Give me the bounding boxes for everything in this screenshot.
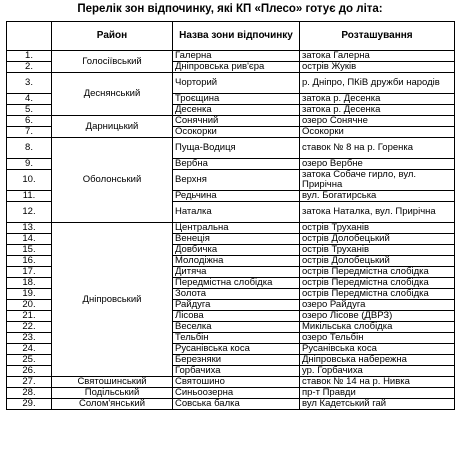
zone-name: Сонячний [173,116,300,127]
table-header-row [7,22,455,51]
zone-location: острів Передмістна слобідка [300,289,455,300]
zone-name: Дніпровська рив'єра [173,62,300,73]
zone-location: затока Наталка, вул. Прирічна [300,202,455,223]
table-row [7,116,455,127]
row-number: 7. [7,127,52,138]
district-cell: Святошинський [52,377,173,388]
row-number: 9. [7,159,52,170]
zone-name: Наталка [173,202,300,223]
zone-location: озеро Лісове (ДВРЗ) [300,311,455,322]
zone-location: затока р. Десенка [300,94,455,105]
district-cell: Оболонський [52,138,173,223]
zone-name: Десенка [173,105,300,116]
zone-location: острів Долобецький [300,234,455,245]
zone-name: Довбичка [173,245,300,256]
row-number: 16. [7,256,52,267]
zone-name: Золота [173,289,300,300]
district-cell: Подільський [52,388,173,399]
row-number: 10. [7,170,52,191]
district-cell: Солом'янський [52,399,173,410]
zone-location: ставок № 14 на р. Нивка [300,377,455,388]
zone-location: острів Труханів [300,245,455,256]
district-cell: Голосіївський [52,51,173,73]
row-number: 20. [7,300,52,311]
row-number: 22. [7,322,52,333]
row-number: 18. [7,278,52,289]
zone-name: Пуща-Водиця [173,138,300,159]
row-number: 5. [7,105,52,116]
zone-name: Венеція [173,234,300,245]
row-number: 17. [7,267,52,278]
zone-location: озеро Райдуга [300,300,455,311]
table-body [7,51,455,410]
zone-location: озеро Вербне [300,159,455,170]
zone-location: озеро Сонячне [300,116,455,127]
zone-name: Вербна [173,159,300,170]
zone-name: Синьоозерна [173,388,300,399]
table-row [7,223,455,234]
zone-name: Святошино [173,377,300,388]
table-row [7,388,455,399]
district-cell: Дніпровський [52,223,173,377]
zone-name: Верхня [173,170,300,191]
zone-name: Дитяча [173,267,300,278]
zone-location: пр-т Правди [300,388,455,399]
zone-name: Троєщина [173,94,300,105]
row-number: 4. [7,94,52,105]
table-row [7,138,455,159]
header-district: Район [52,22,173,51]
row-number: 6. [7,116,52,127]
row-number: 1. [7,51,52,62]
header-location: Розташування [300,22,455,51]
zone-location: Русанівська коса [300,344,455,355]
zone-location: Осокорки [300,127,455,138]
row-number: 28. [7,388,52,399]
table-row [7,399,455,410]
row-number: 8. [7,138,52,159]
row-number: 2. [7,62,52,73]
zone-location: острів Передмістна слобідка [300,267,455,278]
table-row [7,73,455,94]
zone-name: Райдуга [173,300,300,311]
zone-name: Совська балка [173,399,300,410]
zone-location: Микільська слобідка [300,322,455,333]
zone-name: Центральна [173,223,300,234]
header-num [7,22,52,51]
zone-location: р. Дніпро, ПКіВ дружби народів [300,73,455,94]
zone-name: Лісова [173,311,300,322]
row-number: 12. [7,202,52,223]
zone-name: Чорторий [173,73,300,94]
zone-location: затока р. Десенка [300,105,455,116]
zone-name: Тельбін [173,333,300,344]
zone-name: Молодіжна [173,256,300,267]
zone-name: Горбачиха [173,366,300,377]
row-number: 25. [7,355,52,366]
recreation-zones-table [6,21,455,410]
zone-location: затока Собаче гирло, вул. Прирічна [300,170,455,191]
district-cell: Деснянський [52,73,173,116]
row-number: 13. [7,223,52,234]
zone-location: острів Долобецький [300,256,455,267]
header-zone: Назва зони відпочинку [173,22,300,51]
zone-location: озеро Тельбін [300,333,455,344]
zone-location: острів Жуків [300,62,455,73]
table-row [7,51,455,62]
zone-location: острів Передмістна слобідка [300,278,455,289]
zone-name: Галерна [173,51,300,62]
row-number: 29. [7,399,52,410]
row-number: 14. [7,234,52,245]
table-row [7,377,455,388]
district-cell: Дарницький [52,116,173,138]
zone-location: Дніпровська набережна [300,355,455,366]
zone-name: Осокорки [173,127,300,138]
page-title: Перелік зон відпочинку, які КП «Плесо» готує до літа: [77,3,383,15]
zone-name: Передмістна слобідка [173,278,300,289]
row-number: 24. [7,344,52,355]
zone-location: затока Галерна [300,51,455,62]
row-number: 19. [7,289,52,300]
row-number: 27. [7,377,52,388]
row-number: 21. [7,311,52,322]
zone-location: вул. Богатирська [300,191,455,202]
row-number: 11. [7,191,52,202]
zone-name: Русанівська коса [173,344,300,355]
zone-name: Березняки [173,355,300,366]
zone-name: Веселка [173,322,300,333]
zone-location: острів Труханів [300,223,455,234]
row-number: 26. [7,366,52,377]
zone-location: ставок № 8 на р. Горенка [300,138,455,159]
row-number: 3. [7,73,52,94]
row-number: 23. [7,333,52,344]
zone-name: Редьчина [173,191,300,202]
zone-location: ур. Горбачиха [300,366,455,377]
zone-location: вул Кадетський гай [300,399,455,410]
row-number: 15. [7,245,52,256]
